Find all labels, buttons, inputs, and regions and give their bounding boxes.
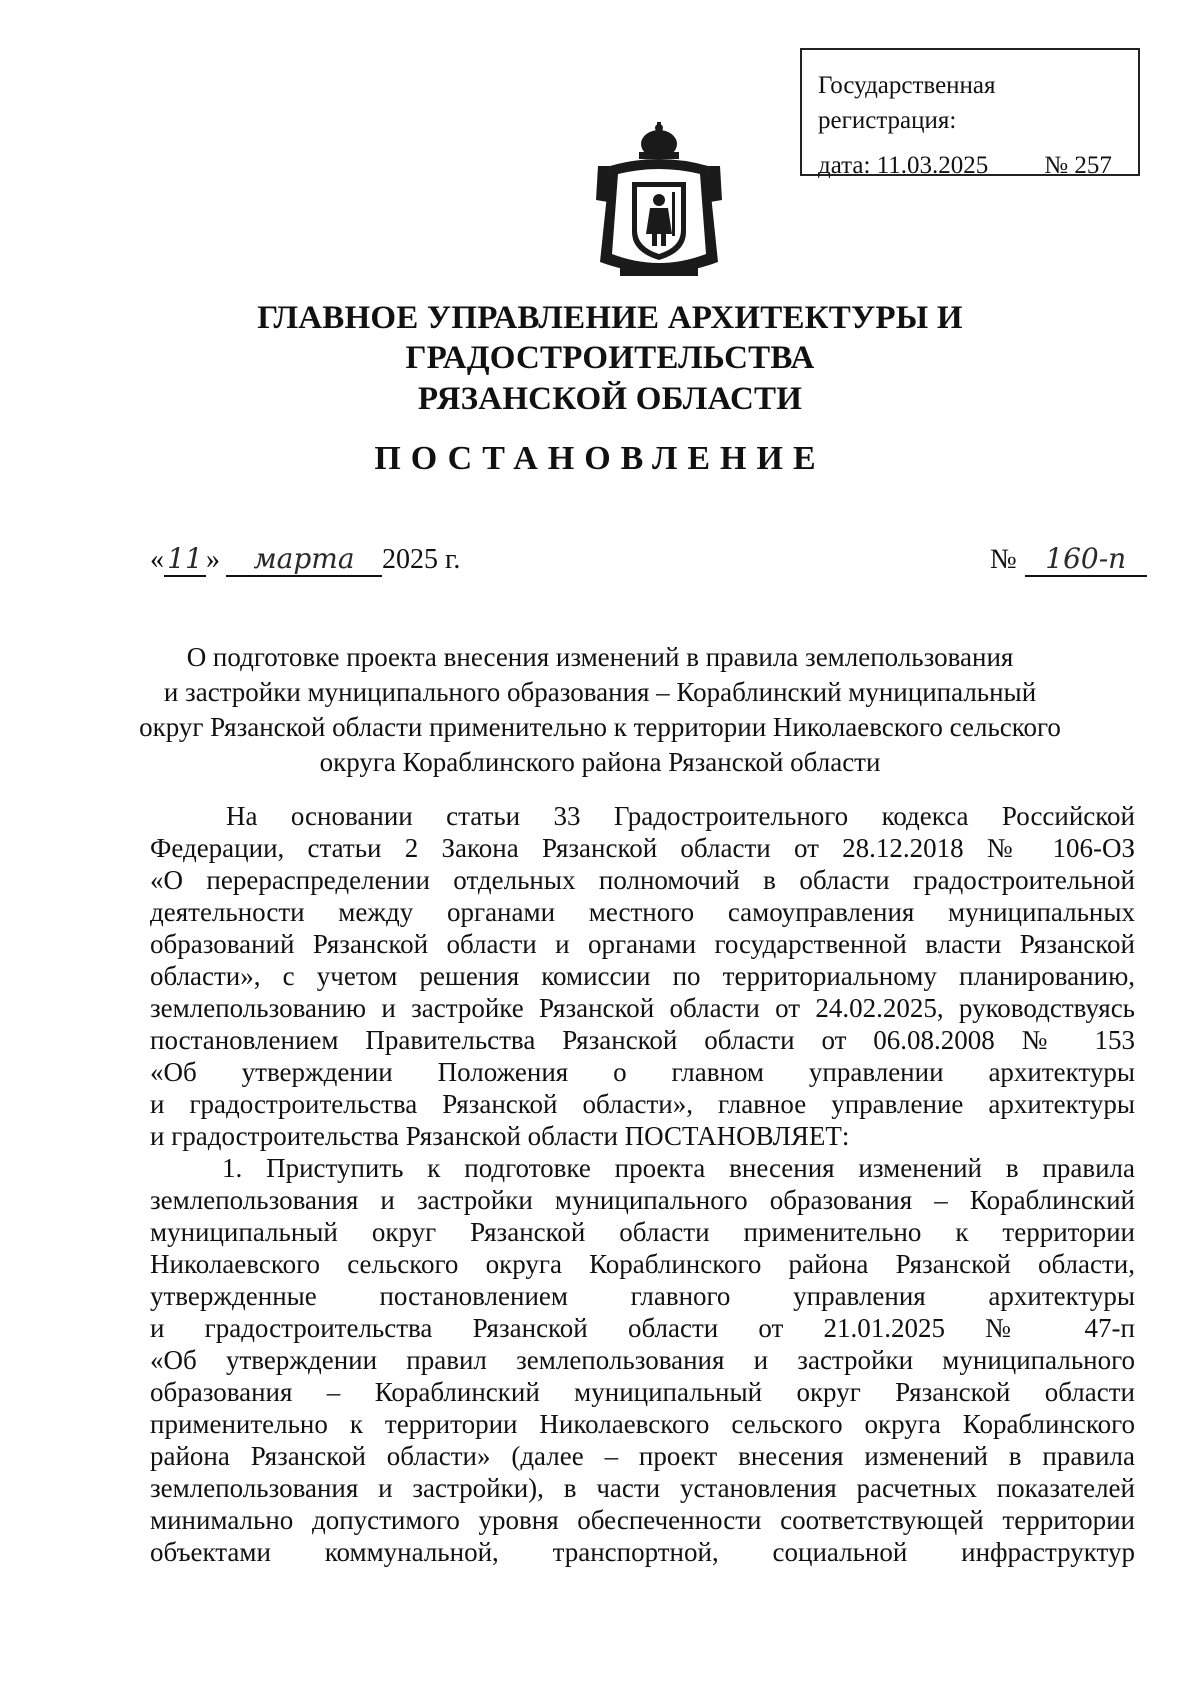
- body-line: утвержденные постановлением главного управления архитектуры: [150, 1281, 1135, 1311]
- body-line: образований Рязанской области и органами государственной власти Рязанской: [150, 929, 1135, 959]
- subject-line: и застройки муниципального образования – Кораблинский муниципальный: [163, 677, 1037, 708]
- body-line: «Об утверждении Положения о главном управлении архитектуры: [150, 1057, 1135, 1087]
- document-subject: [120, 640, 1080, 780]
- body-line: «О перераспределении отдельных полномочий в области градостроительной: [150, 865, 1135, 895]
- body-line: и градостроительства Рязанской области», главное управление архитектуры: [150, 1089, 1135, 1119]
- body-line: области», с учетом решения комиссии по территориальному планированию,: [150, 961, 1135, 991]
- coat-of-arms-icon: [590, 122, 728, 284]
- organization-line-2: РЯЗАНСКОЙ ОБЛАСТИ: [417, 380, 803, 417]
- subject-line: округа Кораблинского района Рязанской области: [319, 747, 881, 778]
- body-line: постановлением Правительства Рязанской области от 06.08.2008 № 153: [150, 1025, 1135, 1055]
- body-line: применительно к территории Николаевского сельского округа Кораблинского: [150, 1409, 1135, 1439]
- body-line: Федерации, статьи 2 Закона Рязанской области от 28.12.2018 № 106-ОЗ: [150, 833, 1135, 863]
- date-open-quote: «: [150, 544, 164, 575]
- body-line: землепользованию и застройке Рязанской области от 24.02.2025, руководствуясь: [150, 993, 1135, 1023]
- body-line: 1. Приступить к подготовке проекта внесения изменений в правила: [222, 1153, 1135, 1183]
- body-line: и градостроительства Рязанской области от 21.01.2025 № 47-п: [150, 1313, 1135, 1343]
- date-month: марта: [226, 542, 382, 577]
- body-line: объектами коммунальной, транспортной, социальной инфраструктур: [150, 1537, 1135, 1567]
- subject-line: округ Рязанской области применительно к территории Николаевского сельского: [139, 712, 1061, 743]
- body-line: деятельности между органами местного самоуправления муниципальных: [150, 897, 1135, 927]
- number-value: 160-п: [1025, 542, 1147, 577]
- body-line: минимально допустимого уровня обеспеченности соответствующей территории: [150, 1505, 1135, 1535]
- document-type: ПОСТАНОВЛЕНИЕ: [374, 440, 826, 477]
- body-line: На основании статьи 33 Градостроительного кодекса Российской: [226, 801, 1135, 831]
- subject-line: О подготовке проекта внесения изменений в правила землепользования: [186, 642, 1014, 672]
- date-close-quote: »: [206, 544, 220, 575]
- number-label: №: [990, 544, 1017, 575]
- body-line: Николаевского сельского округа Кораблинского района Рязанской области,: [150, 1249, 1135, 1279]
- organization-name: [110, 298, 1110, 419]
- body-line: землепользования и застройки), в части установления расчетных показателей: [150, 1473, 1135, 1503]
- date-day: 11: [164, 542, 206, 577]
- date-year: 2025 г.: [382, 544, 461, 575]
- body-line: «Об утверждении правил землепользования и застройки муниципального: [150, 1345, 1135, 1375]
- body-line: муниципальный округ Рязанской области применительно к территории: [150, 1217, 1135, 1247]
- registration-date: дата: 11.03.2025: [818, 152, 989, 179]
- document-date: [150, 542, 460, 577]
- document-body: [150, 800, 1135, 1568]
- registration-stamp: [800, 48, 1140, 179]
- document-number: [990, 542, 1147, 577]
- body-line: района Рязанской области» (далее – проект внесения изменений в правила: [150, 1441, 1135, 1471]
- body-line: и градостроительства Рязанской области ПОСТАНОВЛЯЕТ:: [150, 1121, 850, 1151]
- body-line: образования – Кораблинский муниципальный округ Рязанской области: [150, 1377, 1135, 1407]
- body-line: землепользования и застройки муниципального образования – Кораблинский: [150, 1185, 1135, 1215]
- organization-line-1: ГЛАВНОЕ УПРАВЛЕНИЕ АРХИТЕКТУРЫ И ГРАДОСТРОИТЕЛЬСТВА: [257, 300, 963, 377]
- registration-title: Государственная регистрация:: [818, 72, 996, 134]
- registration-number: № 257: [1044, 152, 1112, 179]
